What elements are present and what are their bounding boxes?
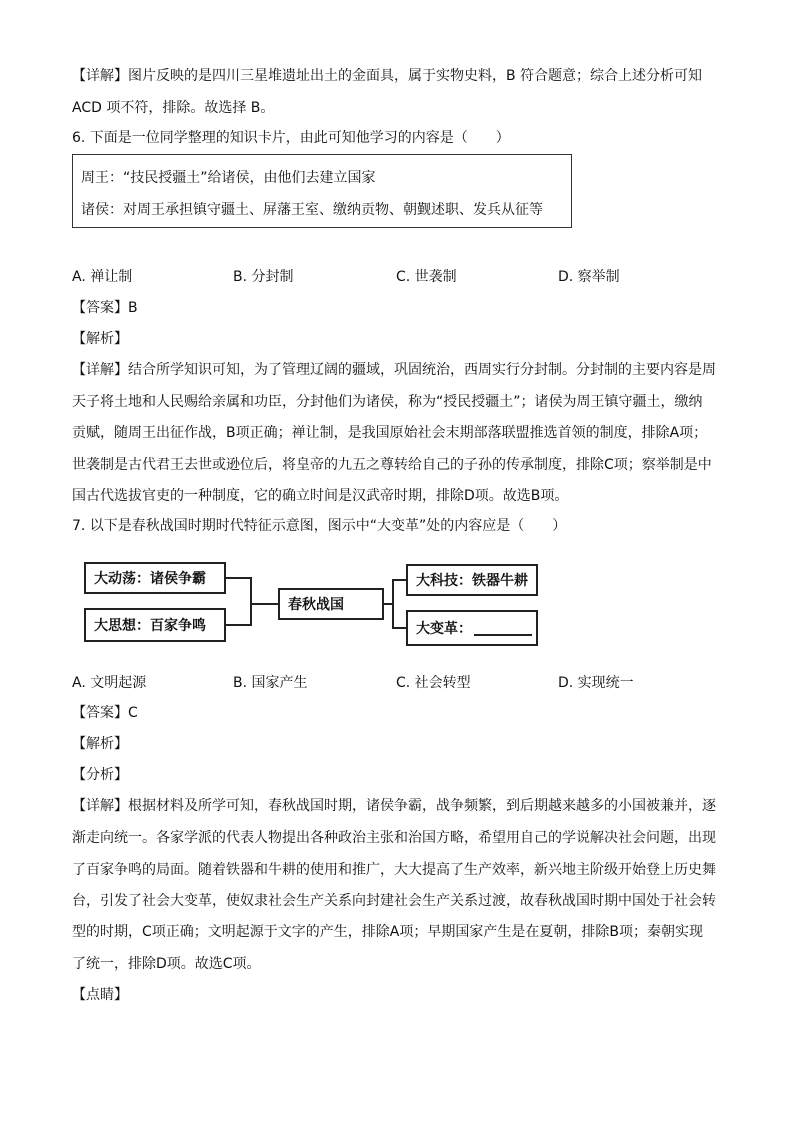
prev-explanation-line-2: ACD 项不符，排除。故选择 B。 xyxy=(72,100,275,116)
knowledge-card-row-2: 诸侯：对周王承担镇守疆土、屏藩王室、缴纳贡物、朝觐述职、发兵从征等 xyxy=(81,202,543,218)
diagram-right-bottom-label: 大变革： xyxy=(416,621,472,637)
question-7-stem: 7. 以下是春秋战国时期时代特征示意图，图示中“大变革”处的内容应是（ ） xyxy=(72,518,567,534)
q7-detail-line-5: 型的时期，C项正确；文明起源于文字的产生，排除A项；早期国家产生是在夏朝，排除B项；秦朝实现 xyxy=(72,924,703,940)
q6-option-d: D. 察举制 xyxy=(558,269,620,285)
q6-detail-line-2: 天子将土地和人民赐给亲属和功臣，分封他们为诸侯，称为“授民授疆土”；诸侯为周王镇守疆土，缴纳 xyxy=(72,394,703,410)
q6-option-b: B. 分封制 xyxy=(233,269,294,285)
connector-left-center xyxy=(250,603,278,605)
q7-detail-line-1: 【详解】根据材料及所学可知，春秋战国时期，诸侯争霸，战争频繁，到后期越来越多的小国被兼并，逐 xyxy=(72,798,716,814)
q7-dianjing-label: 【点睛】 xyxy=(72,987,128,1003)
q7-detail-line-3: 了百家争鸣的局面。随着铁器和牛耕的使用和推广，大大提高了生产效率，新兴地主阶级开始登上历史舞 xyxy=(72,862,716,878)
q7-option-a: A. 文明起源 xyxy=(72,675,147,691)
diagram-box-left-top: 大动荡：诸侯争霸 xyxy=(84,562,226,594)
knowledge-card-row-1: 周王：“技民授疆土”给诸侯，由他们去建立国家 xyxy=(81,170,376,186)
q7-detail-line-6: 了统一，排除D项。故选C项。 xyxy=(72,956,261,972)
prev-explanation-line-1: 【详解】图片反映的是四川三星堆遗址出土的金面具，属于实物史料，B 符合题意；综合上述分析可知 xyxy=(72,68,703,84)
q7-answer: 【答案】C xyxy=(72,705,138,721)
q7-detail-line-4: 台，引发了社会大变革，使奴隶社会生产关系向封建社会生产关系过渡，故春秋战国时期中国处于社会转 xyxy=(72,893,716,909)
q7-fenxi-label: 【分析】 xyxy=(72,767,128,783)
q7-option-b: B. 国家产生 xyxy=(233,675,308,691)
q6-analysis-label: 【解析】 xyxy=(72,331,128,347)
q6-detail-line-4: 世袭制是古代君王去世或逊位后，将皇帝的九五之尊转给自己的子孙的传承制度，排除C项；察举制是中 xyxy=(72,457,712,473)
connector-right-bottom xyxy=(392,627,406,629)
connector-left-bottom xyxy=(226,624,250,626)
diagram-box-center: 春秋战国 xyxy=(278,588,384,620)
q7-detail-line-2: 渐走向统一。各家学派的代表人物提出各种政治主张和治国方略，希望用自己的学说解决社会问题，出现 xyxy=(72,830,716,846)
q6-detail-line-3: 贡赋，随周王出征作战，B项正确；禅让制，是我国原始社会末期部落联盟推选首领的制度，排除A项； xyxy=(72,425,708,441)
era-features-diagram xyxy=(80,556,550,648)
question-6-stem: 6. 下面是一位同学整理的知识卡片，由此可知他学习的内容是（ ） xyxy=(72,130,510,146)
answer-blank xyxy=(474,620,532,636)
connector-right-top xyxy=(392,579,406,581)
q7-option-c: C. 社会转型 xyxy=(396,675,471,691)
q6-option-c: C. 世袭制 xyxy=(396,269,457,285)
connector-left-top xyxy=(226,577,250,579)
q6-detail-line-5: 国古代选拔官吏的一种制度，它的确立时间是汉武帝时期，排除D项。故选B项。 xyxy=(72,488,569,504)
q7-option-d: D. 实现统一 xyxy=(558,675,634,691)
connector-right-vertical xyxy=(392,579,394,629)
q6-detail-line-1: 【详解】结合所学知识可知，为了管理辽阔的疆域，巩固统治，西周实行分封制。分封制的主要内容是周 xyxy=(72,362,716,378)
diagram-box-right-bottom xyxy=(406,610,538,646)
knowledge-card xyxy=(72,154,572,228)
diagram-box-left-bottom: 大思想：百家争鸣 xyxy=(84,608,226,642)
q6-option-a: A. 禅让制 xyxy=(72,269,133,285)
diagram-box-right-top: 大科技：铁器牛耕 xyxy=(406,564,538,596)
connector-left-vertical xyxy=(250,577,252,626)
q6-answer: 【答案】B xyxy=(72,300,138,316)
q7-analysis-label: 【解析】 xyxy=(72,736,128,752)
